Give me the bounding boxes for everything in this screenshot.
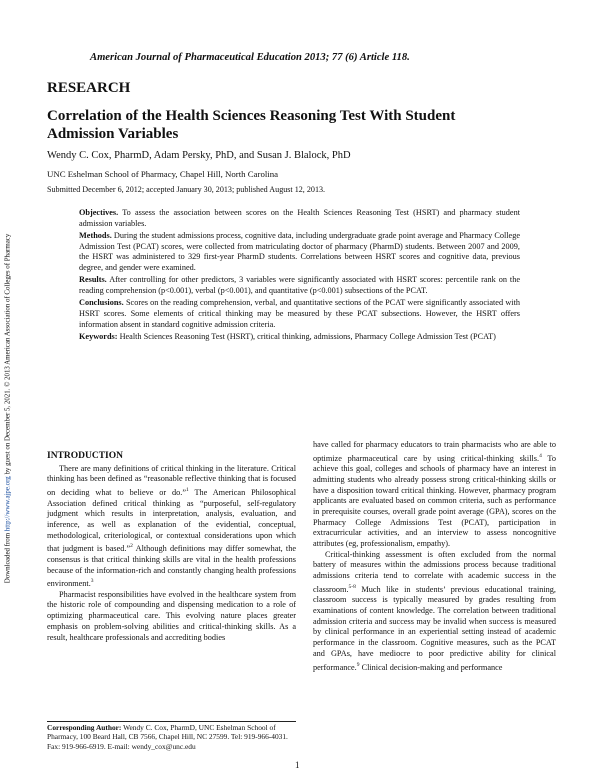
body-column-left — [47, 451, 296, 643]
journal-header: American Journal of Pharmaceutical Education 2013; 77 (6) Article 118. — [90, 52, 410, 63]
abstract-conclusions: Conclusions. Scores on the reading comprehension, verbal, and quantitative sections of the PCAT were significantly associated with HSRT scores. Some elements of critical thinking may be measured by these PCAT subsections. However, the HSRT offers information absent in standard cognitive admission criteria. — [79, 298, 520, 329]
paragraph-2-cont: have called for pharmacy educators to train pharmacists who are able to optimize pharmaceutical care by using critical-thinking skills.$^4$ To achieve this goal, colleges and schools of pharmacy have an interest in admitting students who already possess strong critical-thinking skills or have a disposition toward critical thinking. However, pharmacy program applicants are evaluated based on common criteria, such as performance in prerequisite courses, overall grade point average (GPA), scores on the Pharmacy College Admissions Test (PCAT), participation in extracurricular activities, and an interview to assess noncognitive attributes (eg, professionalism, empathy). — [313, 440, 556, 549]
download-sidebar — [5, 129, 12, 689]
author-list: Wendy C. Cox, PharmD, Adam Persky, PhD, and Susan J. Blalock, PhD — [47, 150, 351, 161]
download-link[interactable]: http://www.ajpe.org — [4, 476, 12, 532]
affiliation: UNC Eshelman School of Pharmacy, Chapel Hill, North Carolina — [47, 169, 279, 179]
article-title: Correlation of the Health Sciences Reasoning Test With Student Admission Variables — [47, 108, 456, 142]
citation-1[interactable]: 1 — [185, 487, 189, 494]
citation-4[interactable]: 4 — [539, 452, 542, 459]
page-number: 1 — [295, 760, 300, 770]
abstract — [79, 208, 520, 344]
intro-heading: INTRODUCTION — [47, 451, 124, 461]
corresponding-author-footnote: Corresponding Author: Wendy C. Cox, PharmD, UNC Eshelman School of Pharmacy, 100 Beard Hall, CB 7566, Chapel Hill, NC 27599. Tel: 919-966-4031. Fax: 919-966-6919. E-mail: wendy_cox@unc.edu — [47, 723, 288, 751]
publication-dates: Submitted December 6, 2012; accepted January 30, 2013; published August 12, 2013. — [47, 185, 326, 194]
section-label: RESEARCH — [47, 80, 131, 96]
abstract-objectives: Objectives. To assess the association between scores on the Health Sciences Reasoning Test (HSRT) and pharmacy student admission variables. — [79, 208, 520, 228]
paragraph-3: Critical-thinking assessment is often excluded from the normal battery of measures within the admissions process because traditional admissions criteria tend to correlate with academic success in the classroom.$^{5-8}$ Much like in students’ previous educational training, classroom success is typically measured by grades resulting from examinations of content knowledge. The correlation between traditional admission criteria and success may be invalid when success is measured by clinical performance in an experiential setting instead of academic performance in the classroom. Cognitive measures, such as the PCAT and GPAs, have mediocre to poor predictive ability for clinical performance.$^9$ Clinical decision-making and performance — [313, 549, 556, 672]
body-column-right — [313, 440, 556, 673]
download-prefix: Downloaded from — [4, 531, 12, 584]
download-suffix: by guest on December 5, 2021. © 2013 American Association of Colleges of Pharmacy — [4, 233, 12, 477]
abstract-methods: Methods. During the student admissions process, cognitive data, including undergraduate grade point average and Pharmacy College Admission Test (PCAT) scores, were collected from matriculating doctor of pharmacy (PharmD) students. Between 2007 and 2009, the HSRT was administered to 329 first-year PharmD students. Correlations between HSRT scores and cognitive data, previous degree, and gender were examined. — [79, 230, 520, 273]
citation-5-8[interactable]: 5-8 — [348, 583, 356, 590]
abstract-keywords: Keywords: Health Sciences Reasoning Test (HSRT), critical thinking, admissions, Pharmacy College Admission Test (PCAT) — [79, 331, 496, 341]
abstract-results: Results. After controlling for other predictors, 3 variables were significantly associated with HSRT scores: percentile rank on the reading comprehension (p<0.001), verbal (p<0.001), and quantitative (p<0.001) subsections of the PCAT. — [79, 275, 520, 296]
paragraph-2: Pharmacist responsibilities have evolved in the healthcare system from the historic role of compounding and dispensing medication to a role of optimizing pharmaceutical care. This evolving nature places greater emphasis on problem-solving abilities and critical-thinking skills. As a result, healthcare professionals and accrediting bodies — [47, 589, 296, 642]
paragraph-1: There are many definitions of critical thinking in the literature. Critical thinking has been defined as “reasonable reflective thinking that is focused on deciding what to believe or do.”$^1$ The American Philosophical Association defined critical thinking as “purposeful, self-regulatory judgment which results in interpretation, analysis, evaluation, and inference, as well as explanation of the evidential, conceptual, methodological, criteriological, or contextual considerations upon which that judgment is based.”$^2$ Although definitions may differ somewhat, the consensus is that critical thinking skills are vital in the health professions because of the information-rich and constantly changing health professions environment.$^3$ — [47, 463, 296, 588]
citation-2[interactable]: 2 — [130, 543, 133, 550]
footnote-divider — [47, 721, 296, 722]
citation-9[interactable]: 9 — [356, 661, 360, 668]
citation-3[interactable]: 3 — [90, 578, 94, 585]
